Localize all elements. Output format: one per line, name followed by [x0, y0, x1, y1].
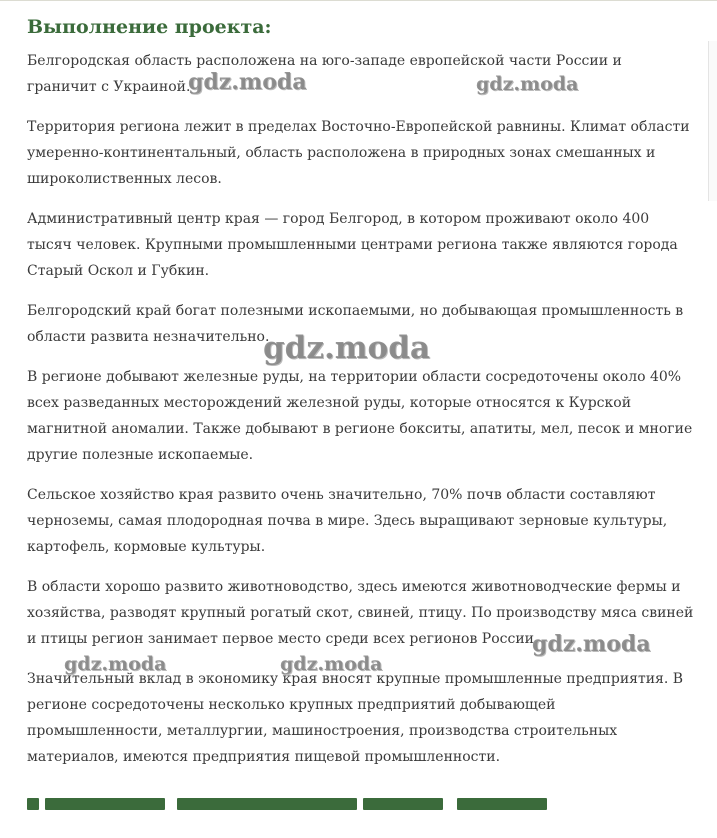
section-heading: Выполнение проекта: [27, 16, 272, 38]
paragraph: Белгородский край богат полезными ископаемыми, но добывающая промышленность в области развита незначительно. [27, 303, 684, 345]
paragraph: Административный центр края — город Белгород, в котором проживают около 400 тысяч человек. Крупными промышленными центрами региона также являются города Старый Оскол и Губкин. [27, 211, 678, 279]
watermark: gdz.moda [280, 653, 383, 675]
paragraph: Территория региона лежит в пределах Восточно-Европейской равнины. Климат области умеренно-континентальный, область расположена в природных зонах смешанных и широколиственных лесов. [27, 119, 690, 187]
paragraph: В регионе добывают железные руды, на территории области сосредоточены около 40% всех разведанных месторождений железной руды, которые относятся к Курской магнитной аномалии. Также добывают в регионе бокситы, апатиты, мел, песок и многие другие полезные ископаемые. [27, 369, 693, 463]
side-panel-edge [708, 41, 717, 201]
paragraph: В области хорошо развито животноводство, здесь имеются животноводческие фермы и хозяйства, разводят крупный рогатый скот, свиней, птицу. По производству мяса свиней и птицы регион занимает первое место среди всех регионов России [27, 579, 694, 647]
paragraph: Белгородская область расположена на юго-западе европейской части России и граничит с Украиной. [27, 53, 622, 95]
watermark: gdz.moda [532, 631, 651, 657]
paragraph: Сельское хозяйство края развито очень значительно, 70% почв области составляют черноземы, самая плодородная почва в мире. Здесь выращивают зерновые культуры, картофель, кормовые культуры. [27, 487, 668, 555]
article-body [27, 48, 695, 784]
paragraph: Значительный вклад в экономику края вносят крупные промышленные предприятия. В регионе сосредоточены несколько крупных предприятий добывающей промышленности, металлургии, машиностроения, производства строительных материалов, имеются предприятия пищевой промышленности. [27, 671, 684, 765]
watermark: gdz.moda [263, 330, 430, 366]
watermark: gdz.moda [64, 653, 167, 675]
watermark: gdz.moda [476, 73, 579, 95]
next-section-heading-partial [27, 798, 687, 810]
watermark: gdz.moda [188, 69, 307, 95]
